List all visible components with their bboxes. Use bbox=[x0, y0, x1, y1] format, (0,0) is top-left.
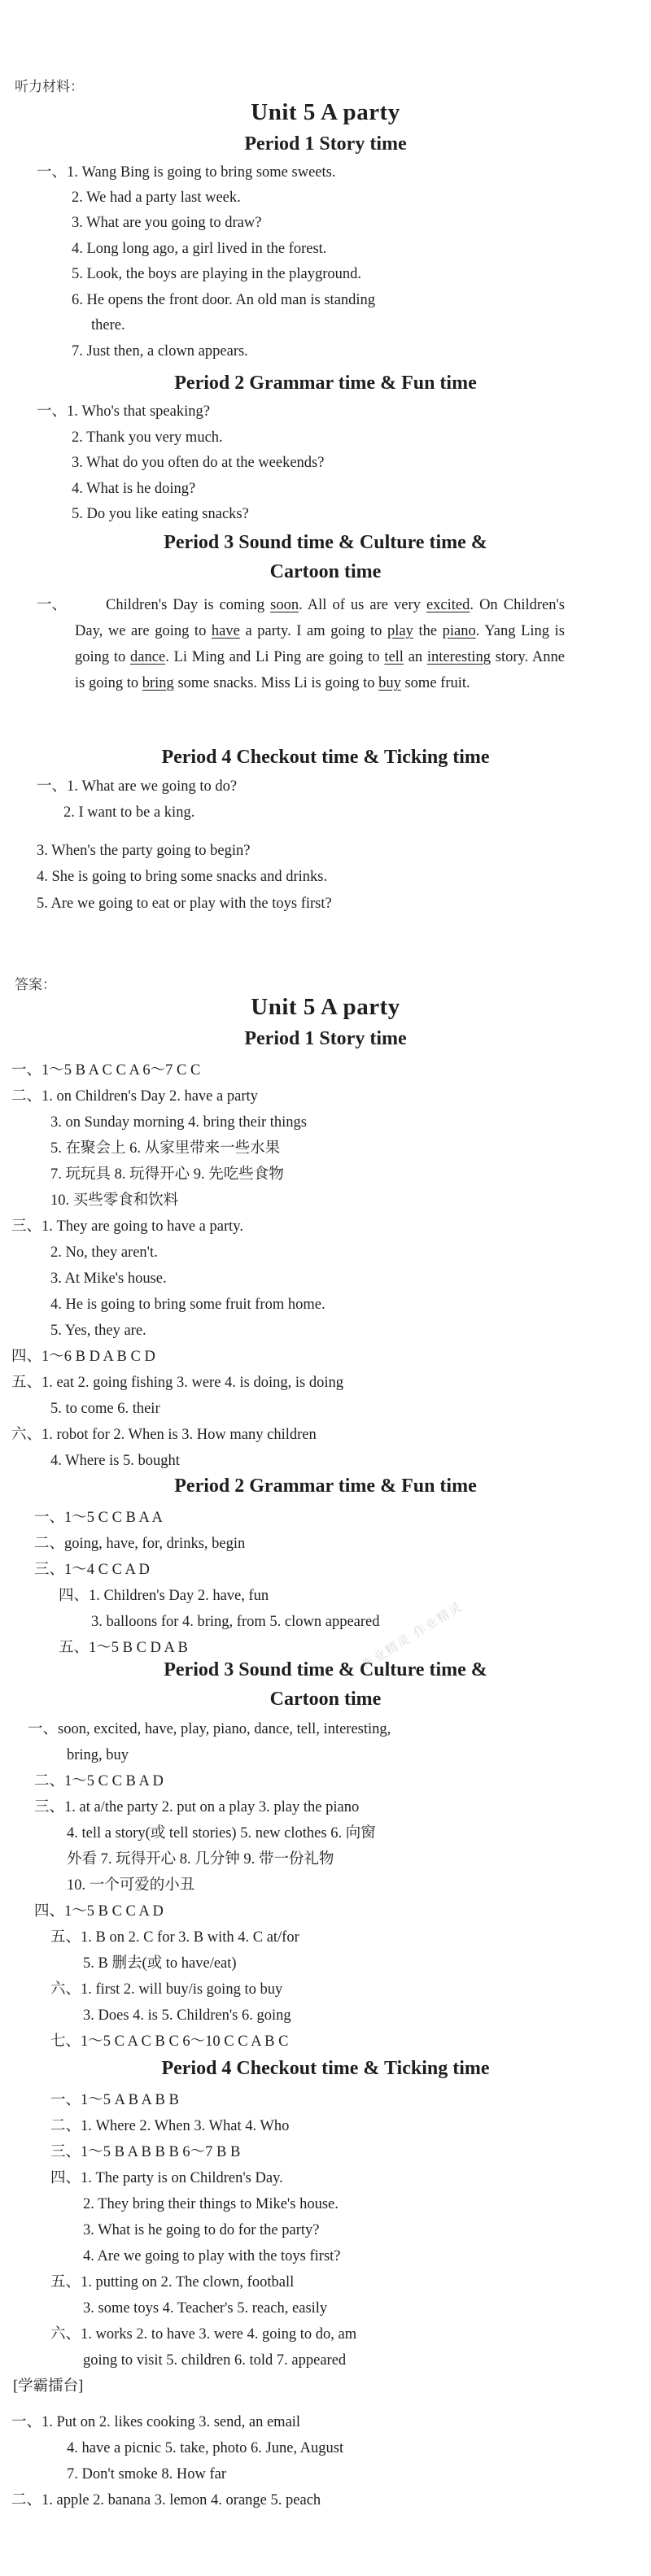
passage-prefix: 一、 bbox=[37, 597, 68, 613]
listening-period2-title: Period 2 Grammar time & Fun time bbox=[174, 373, 477, 394]
listening-unit-title: Unit 5 A party bbox=[251, 99, 400, 125]
answer-line: 2. They bring their things to Mike's house. bbox=[83, 2196, 339, 2212]
answer-line: 7. 玩玩具 8. 玩得开心 9. 先吃些食物 bbox=[50, 1166, 284, 1183]
answers-period2-title: Period 2 Grammar time & Fun time bbox=[174, 1475, 477, 1497]
answer-line: 4. Are we going to play with the toys first? bbox=[83, 2248, 341, 2264]
listening-p1-line: 6. He opens the front door. An old man is standing bbox=[72, 292, 376, 308]
answer-line: 六、1. robot for 2. When is 3. How many children bbox=[11, 1427, 317, 1443]
answer-line: 二、going, have, for, drinks, begin bbox=[34, 1536, 246, 1552]
answer-line: 二、1. apple 2. banana 3. lemon 4. orange 5. peach bbox=[11, 2492, 321, 2508]
answer-line: 五、1. eat 2. going fishing 3. were 4. is doing, is doing bbox=[11, 1375, 343, 1391]
listening-period4-title: Period 4 Checkout time & Ticking time bbox=[161, 747, 490, 768]
answer-line: 一、1～5 A B A B B bbox=[50, 2092, 179, 2108]
blank-answer: soon bbox=[270, 597, 299, 613]
blank-answer: play bbox=[387, 623, 413, 639]
xueba-label: [学霸擂台] bbox=[13, 2378, 84, 2395]
listening-period1-title: Period 1 Story time bbox=[244, 133, 407, 155]
answers-period3-title-cont: Cartoon time bbox=[269, 1689, 382, 1710]
answer-line: 4. He is going to bring some fruit from home. bbox=[50, 1297, 326, 1313]
answer-line: 5. to come 6. their bbox=[50, 1401, 160, 1417]
answer-line: going to visit 5. children 6. told 7. appeared bbox=[83, 2352, 347, 2369]
listening-p1-line: 5. Look, the boys are playing in the playground. bbox=[72, 266, 362, 282]
listening-p4-line: 4. She is going to bring some snacks and drinks. bbox=[37, 869, 328, 885]
blank-answer: buy bbox=[378, 675, 401, 691]
listening-p2-line: 5. Do you like eating snacks? bbox=[72, 506, 249, 522]
answer-line: 10. 买些零食和饮料 bbox=[50, 1192, 179, 1209]
listening-p4-line: 3. When's the party going to begin? bbox=[37, 843, 251, 859]
blank-answer: dance bbox=[130, 649, 166, 665]
answer-line: 一、1～5 C C B A A bbox=[34, 1510, 163, 1526]
answer-line: 四、1～6 B D A B C D bbox=[11, 1349, 155, 1365]
answers-period3-title: Period 3 Sound time & Culture time & bbox=[164, 1659, 487, 1680]
blank-answer: interesting bbox=[426, 649, 492, 665]
answer-line: 7. Don't smoke 8. How far bbox=[67, 2466, 227, 2482]
answer-line: 10. 一个可爱的小丑 bbox=[67, 1877, 195, 1894]
answer-line: 四、1. Children's Day 2. have, fun bbox=[59, 1588, 269, 1604]
answers-unit-title: Unit 5 A party bbox=[251, 994, 400, 1020]
listening-p1-line: 2. We had a party last week. bbox=[72, 190, 241, 206]
answer-line: 二、1～5 C C B A D bbox=[34, 1773, 164, 1789]
answer-line: 外看 7. 玩得开心 8. 几分钟 9. 带一份礼物 bbox=[67, 1851, 334, 1868]
listening-p2-line: 4. What is he doing? bbox=[72, 481, 196, 497]
answers-period4-title: Period 4 Checkout time & Ticking time bbox=[161, 2058, 490, 2079]
listening-p1-line: 3. What are you going to draw? bbox=[72, 215, 262, 231]
listening-p1-line: 4. Long long ago, a girl lived in the forest. bbox=[72, 241, 327, 257]
answer-line: 一、soon, excited, have, play, piano, dance, tell, interesting, bbox=[28, 1721, 391, 1737]
answer-line: 五、1. B on 2. C for 3. B with 4. C at/for bbox=[50, 1929, 299, 1946]
listening-p1-line: 7. Just then, a clown appears. bbox=[72, 343, 248, 360]
listening-p4-line: 2. I want to be a king. bbox=[63, 804, 195, 821]
answer-line: 4. Where is 5. bought bbox=[50, 1453, 180, 1469]
listening-passage: Children's Day is coming soon. All of us are very excited. On Children's Day, we are going to have a party. I am going to play the piano. Yang Ling is going to dance. Li Ming and Li Ping are going to tell an interesting story. Anne is going to bring some snacks. Miss Li is going to buy some fruit. bbox=[75, 597, 566, 691]
listening-p4-line: 5. Are we going to eat or play with the toys first? bbox=[37, 896, 332, 912]
answer-line: 5. B 删去(或 to have/eat) bbox=[83, 1955, 237, 1972]
answer-line: 三、1～4 C C A D bbox=[34, 1562, 150, 1578]
listening-p1-line: there. bbox=[91, 317, 125, 333]
answer-line: 3. Does 4. is 5. Children's 6. going bbox=[83, 2007, 291, 2024]
blank-answer: tell bbox=[384, 649, 404, 665]
answer-line: 三、1. at a/the party 2. put on a play 3. play the piano bbox=[34, 1799, 360, 1815]
answer-line: 4. have a picnic 5. take, photo 6. June, August bbox=[67, 2440, 344, 2456]
answer-line: 3. What is he going to do for the party? bbox=[83, 2222, 320, 2238]
answer-line: 2. No, they aren't. bbox=[50, 1244, 158, 1261]
blank-answer: excited bbox=[426, 597, 470, 613]
answer-line: 三、1～5 B A B B B 6～7 B B bbox=[50, 2144, 241, 2160]
answer-line: 三、1. They are going to have a party. bbox=[11, 1218, 243, 1235]
listening-p2-line: 3. What do you often do at the weekends? bbox=[72, 455, 325, 471]
listening-material-label: 听力材料： bbox=[15, 79, 84, 95]
answer-line: 3. balloons for 4. bring, from 5. clown appeared bbox=[91, 1614, 380, 1630]
answer-line: 3. At Mike's house. bbox=[50, 1271, 167, 1287]
listening-p1-line: 一、1. Wang Bing is going to bring some sweets. bbox=[37, 164, 336, 181]
listening-p2-line: 一、1. Who's that speaking? bbox=[37, 403, 210, 420]
answer-line: 5. 在聚会上 6. 从家里带来一些水果 bbox=[50, 1140, 281, 1157]
answer-line: 二、1. on Children's Day 2. have a party bbox=[11, 1088, 258, 1105]
answer-line: 四、1～5 B C C A D bbox=[34, 1903, 164, 1920]
answer-line: 四、1. The party is on Children's Day. bbox=[50, 2170, 283, 2186]
blank-answer: bring bbox=[142, 675, 174, 691]
listening-period3-title: Period 3 Sound time & Culture time & bbox=[164, 532, 487, 553]
answer-line: 五、1. putting on 2. The clown, football bbox=[50, 2274, 295, 2291]
answer-line: bring, buy bbox=[67, 1747, 129, 1763]
answer-line: 4. tell a story(或 tell stories) 5. new clothes 6. 向窗 bbox=[67, 1825, 376, 1842]
answer-line: 5. Yes, they are. bbox=[50, 1323, 146, 1339]
answer-line: 3. some toys 4. Teacher's 5. reach, easily bbox=[83, 2300, 328, 2317]
answer-line: 六、1. works 2. to have 3. were 4. going to do, am bbox=[50, 2326, 357, 2343]
answer-line: 六、1. first 2. will buy/is going to buy bbox=[50, 1981, 283, 1998]
answer-line: 一、1～5 B A C C A 6～7 C C bbox=[11, 1062, 201, 1079]
answers-label: 答案： bbox=[15, 977, 56, 993]
answer-line: 3. on Sunday morning 4. bring their things bbox=[50, 1114, 307, 1131]
answers-period1-title: Period 1 Story time bbox=[244, 1028, 407, 1049]
blank-answer: have bbox=[211, 623, 240, 639]
listening-period3-title-cont: Cartoon time bbox=[269, 561, 382, 582]
answer-line: 一、1. Put on 2. likes cooking 3. send, an email bbox=[11, 2414, 301, 2430]
watermark-stamp: 作业精灵 作业精灵 bbox=[359, 1598, 465, 1673]
answer-line: 七、1～5 C A C B C 6～10 C C A B C bbox=[50, 2033, 289, 2050]
blank-answer: piano bbox=[442, 623, 476, 639]
listening-p2-line: 2. Thank you very much. bbox=[72, 429, 223, 446]
listening-p4-line: 一、1. What are we going to do? bbox=[37, 778, 238, 795]
answer-line: 二、1. Where 2. When 3. What 4. Who bbox=[50, 2118, 290, 2134]
answer-line: 五、1～5 B C D A B bbox=[59, 1640, 188, 1656]
